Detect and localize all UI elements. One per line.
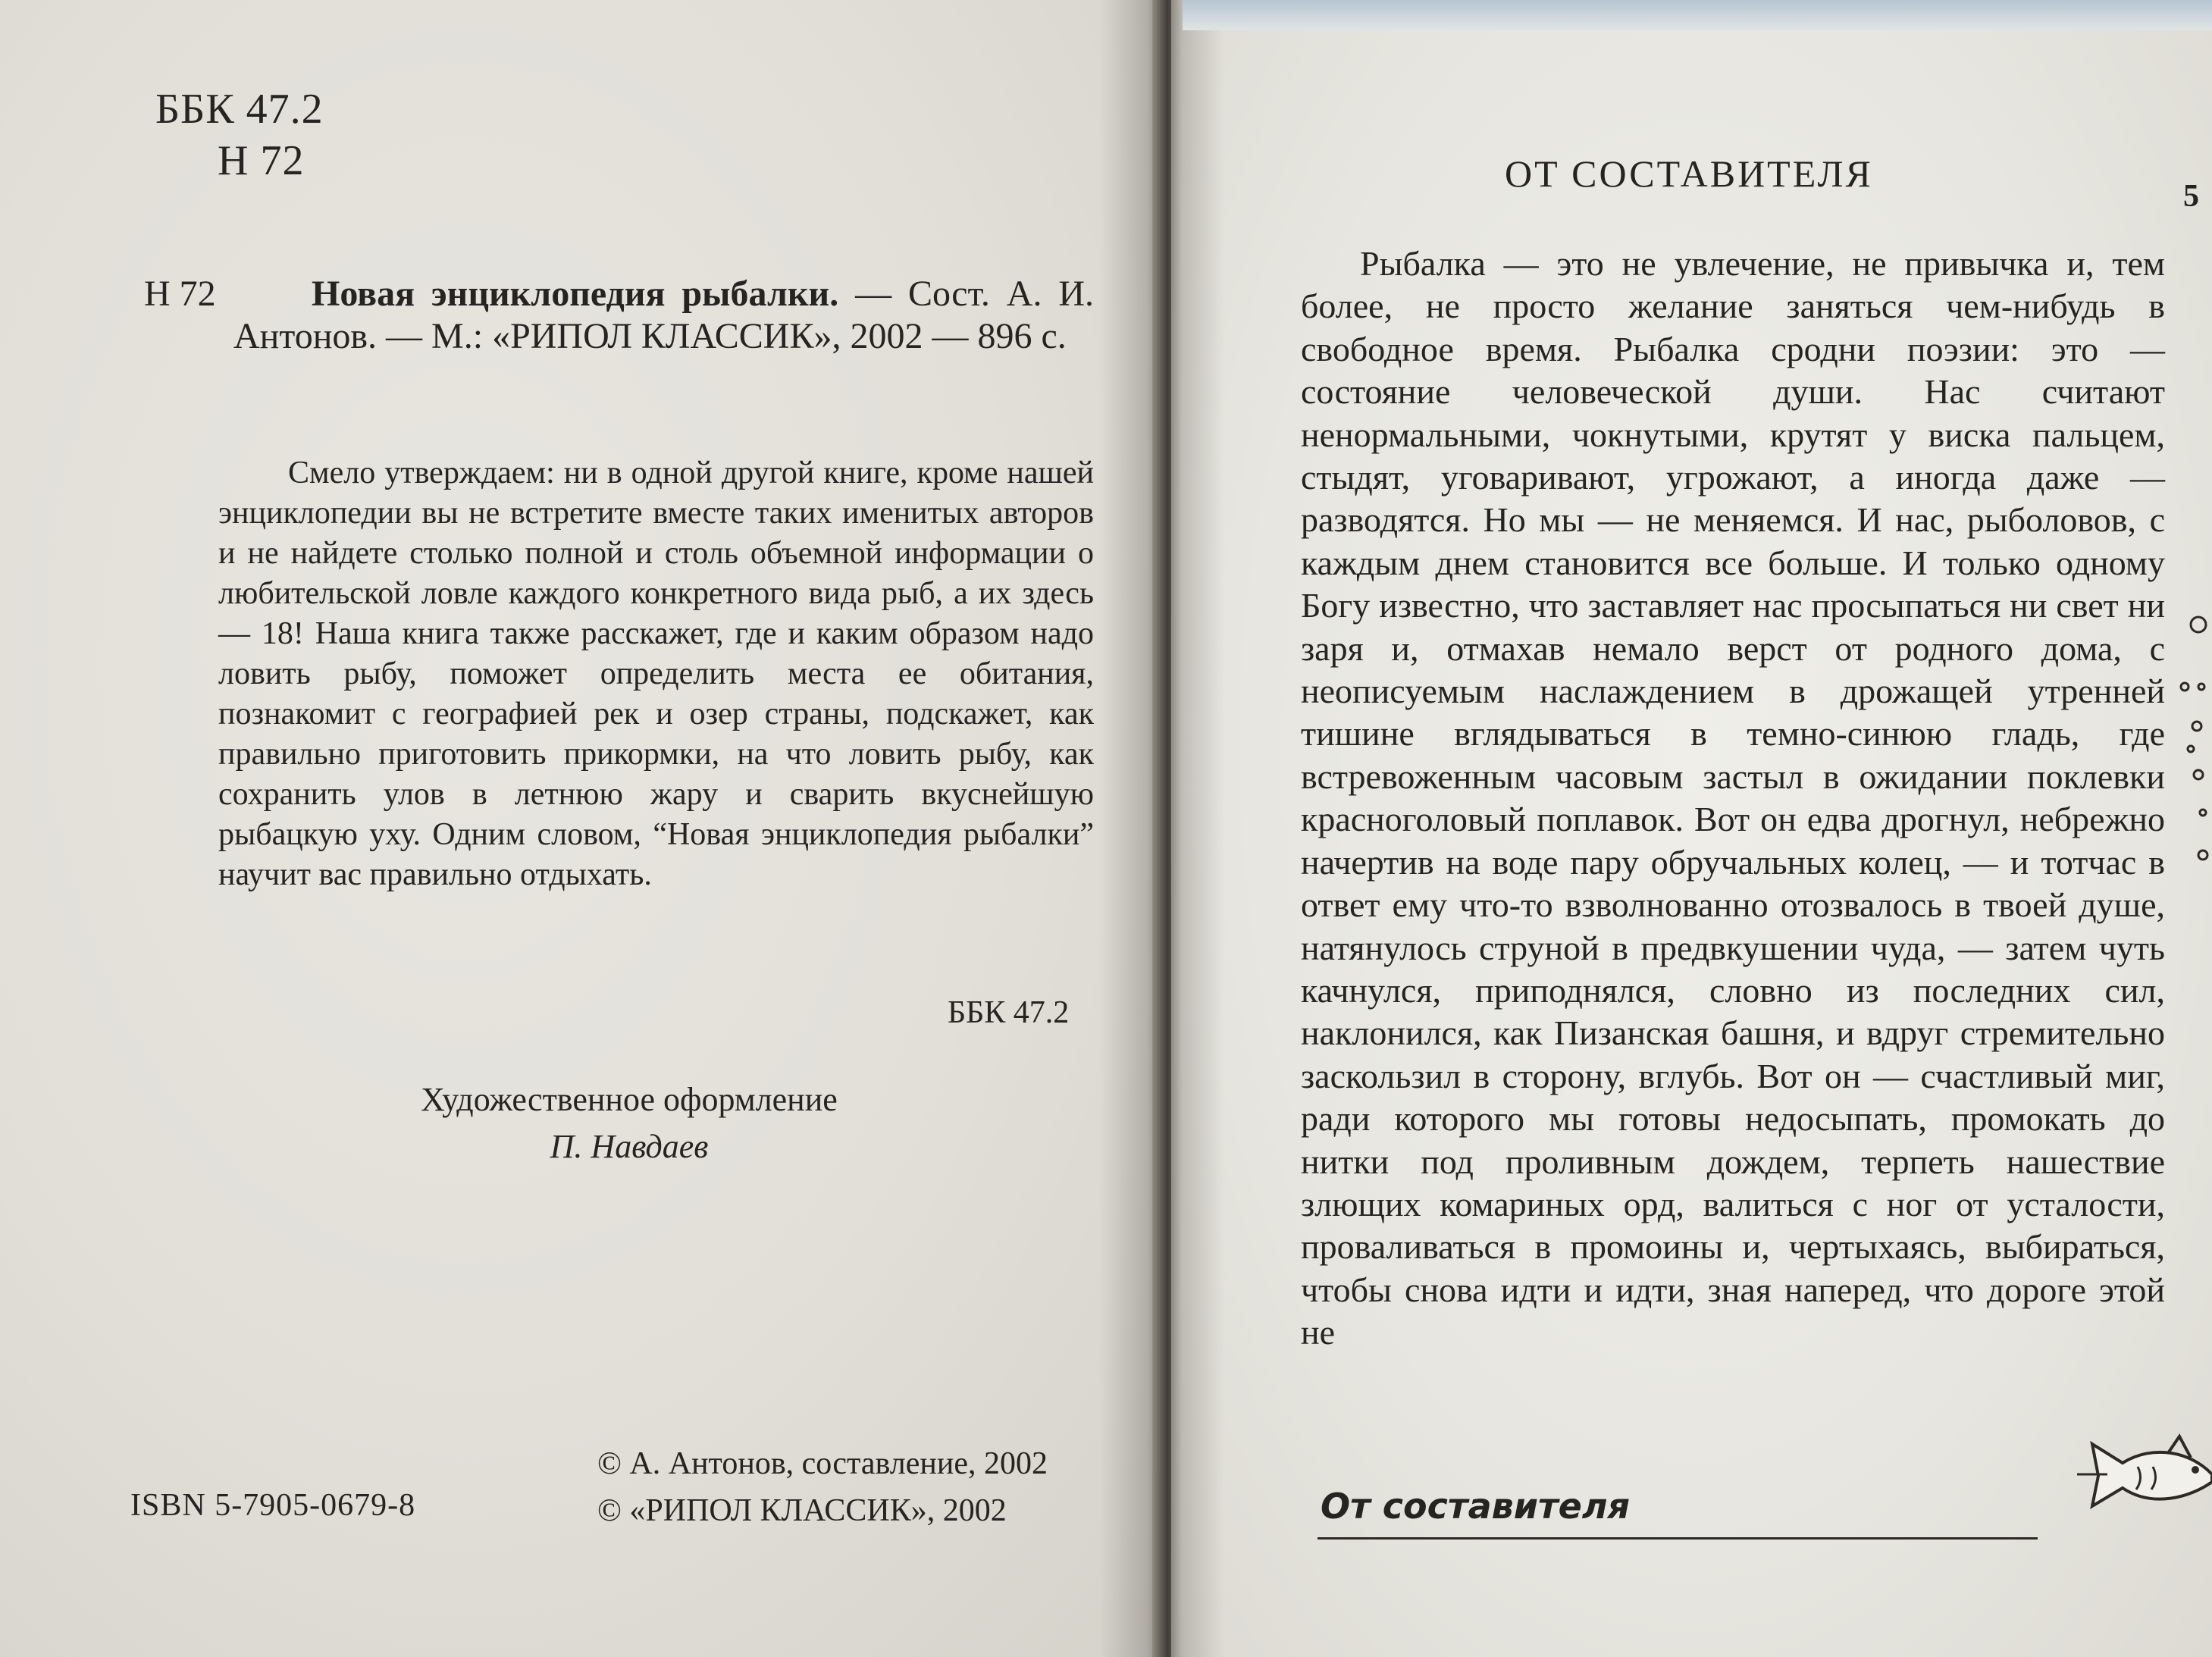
copyright-line: © А. Антонов, составление, 2002 (597, 1446, 1048, 1481)
copyright-line: © «РИПОЛ КЛАССИК», 2002 (597, 1493, 1007, 1528)
page-number: 5 (2183, 179, 2199, 214)
bbk-code-line: ББК 47.2 (155, 86, 324, 133)
author-mark-line: Н 72 (218, 137, 305, 184)
bbk-classification (155, 83, 324, 186)
design-credit-label: Художественное оформление (421, 1081, 838, 1118)
catalog-entry-details: — Сост. А. И. Антонов. — М.: «РИПОЛ КЛАССИК», 2002 — 896 с. (233, 274, 1094, 356)
bbk-code-bottom: ББК 47.2 (948, 995, 1070, 1030)
catalog-entry (233, 273, 1094, 358)
decorative-bubbles-icon (2176, 614, 2212, 864)
design-credit-artist: П. Навдаев (550, 1128, 709, 1165)
chapter-body-text: Рыбалка — это не увлечение, не привычка и, тем более, не просто желание заняться чем-нибудь в свободное время. Рыбалка сродни поэзии: это — состояние человеческой души. Нас считают ненормальными, чокнутыми, крутят у виска пальцем, стыдят, уговаривают, угрожают, а иногда даже — разводятся. Но мы — не меняемся. И нас, рыболовов, с каждым днем становится все больше. И только одному Богу известно, что заставляет нас просыпаться ни свет ни заря и, отмахав немало верст от родного дома, с неописуемым наслаждением в дрожащей утренней тишине вглядываться в темно-синюю гладь, где встревоженным часовым застыл в ожидании поклевки красноголовый поплавок. Вот он едва дрогнул, небрежно начертив на воде пару обручальных колец, — и тотчас в ответ ему что-то взволнованно отозвалось в твоей душе, натянулось струной в предвкушении чуда, — затем чуть качнулся, приподнялся, словно из последних сил, наклонился, как Пизанская башня, и вдруг стремительно заскользил в сторону, вглубь. Вот он — счастливый миг, ради которого мы готовы недосыпать, промокать до нитки под проливным дождем, терпеть нашествие злющих комариных орд, валиться с ног от усталости, проваливаться в промоины и, чертыхаясь, выбираться, чтобы снова идти и идти, зная наперед, что дороге этой не (1301, 244, 2165, 1352)
book-title: Новая энциклопедия рыбалки. (312, 274, 839, 314)
running-footer-title: От составителя (1321, 1486, 1631, 1527)
isbn: ISBN 5-7905-0679-8 (130, 1488, 416, 1523)
book-annotation: Смело утверждаем: ни в одной другой книге, кроме нашей энциклопедии вы не встретите вместе таких именитых авторов и не найдете столько полной и столь объемной информации о любительской ловле каждого конкретного вида рыб, а их здесь — 18! Наша книга также расскажет, где и каким образом надо ловить рыбу, поможет определить места ее обитания, познакомит с географией рек и озер страны, подскажет, как правильно приготовить прикормки, на что ловить рыбу, как сохранить улов в летнюю жару и сварить вкуснейшую рыбацкую уху. Одним словом, “Новая энциклопедия рыбалки” научит вас правильно отдыхать. (218, 456, 1094, 892)
design-credits (243, 1076, 1016, 1170)
copyright-block (597, 1440, 1048, 1534)
footer-divider (1317, 1537, 2038, 1540)
background-strip (1183, 0, 2212, 30)
catalog-entry-code: Н 72 (144, 274, 216, 314)
chapter-heading: ОТ СОСТАВИТЕЛЯ (1505, 152, 1873, 195)
fish-icon (2062, 1421, 2212, 1527)
